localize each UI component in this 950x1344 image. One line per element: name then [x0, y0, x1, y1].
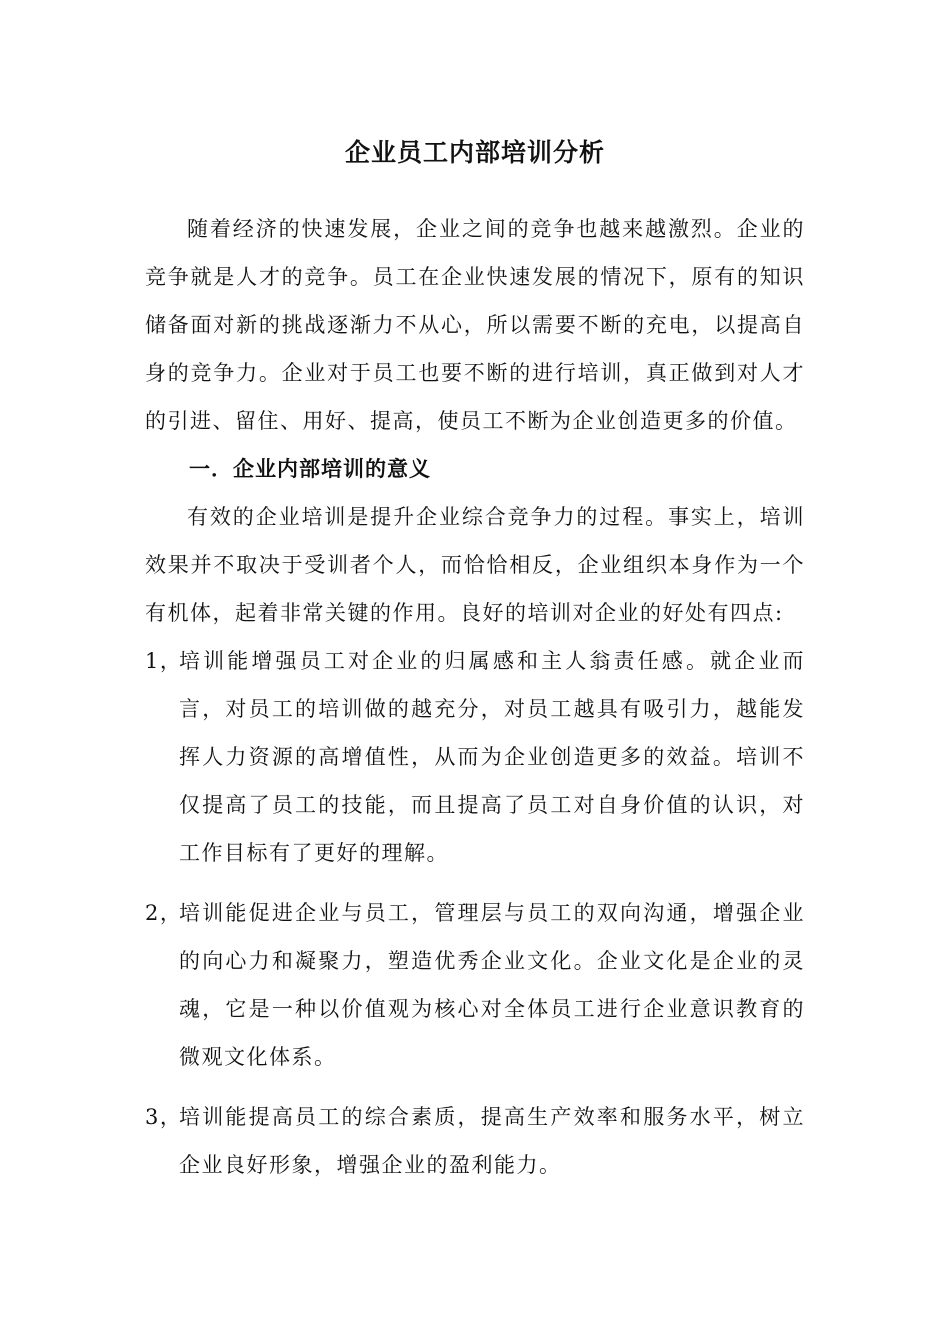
list-item — [145, 637, 805, 877]
document-title: 企业员工内部培训分析 — [344, 138, 605, 167]
list-item-text: 培训能促进企业与员工，管理层与员工的双向沟通，增强企业的向心力和凝聚力，塑造优秀企业文化。企业文化是企业的灵魂，它是一种以价值观为核心对全体员工进行企业意识教育的微观文化体系。 — [179, 901, 805, 1069]
document-body — [145, 205, 805, 1201]
benefits-list — [145, 637, 805, 1189]
list-item — [145, 1093, 805, 1189]
section-heading: 一．企业内部培训的意义 — [189, 457, 431, 481]
list-item-number: 1， — [145, 649, 183, 673]
list-item-text: 培训能增强员工对企业的归属感和主人翁责任感。就企业而言，对员工的培训做的越充分，对员工越具有吸引力，越能发挥人力资源的高增值性，从而为企业创造更多的效益。培训不仅提高了员工的技能，而且提高了员工对自身价值的认识，对工作目标有了更好的理解。 — [179, 649, 805, 865]
list-item-text: 培训能提高员工的综合素质，提高生产效率和服务水平，树立企业良好形象，增强企业的盈利能力。 — [179, 1105, 805, 1177]
list-item — [145, 889, 805, 1081]
list-item-number: 3， — [145, 1105, 183, 1129]
section-paragraph: 有效的企业培训是提升企业综合竞争力的过程。事实上，培训效果并不取决于受训者个人，而恰恰相反，企业组织本身作为一个有机体，起着非常关键的作用。良好的培训对企业的好处有四点: — [145, 505, 805, 625]
intro-paragraph: 随着经济的快速发展，企业之间的竞争也越来越激烈。企业的竞争就是人才的竞争。员工在企业快速发展的情况下，原有的知识储备面对新的挑战逐渐力不从心，所以需要不断的充电，以提高自身的竞争力。企业对于员工也要不断的进行培训，真正做到对人才的引进、留住、用好、提高，使员工不断为企业创造更多的价值。 — [145, 217, 805, 433]
list-item-number: 2， — [145, 901, 183, 925]
